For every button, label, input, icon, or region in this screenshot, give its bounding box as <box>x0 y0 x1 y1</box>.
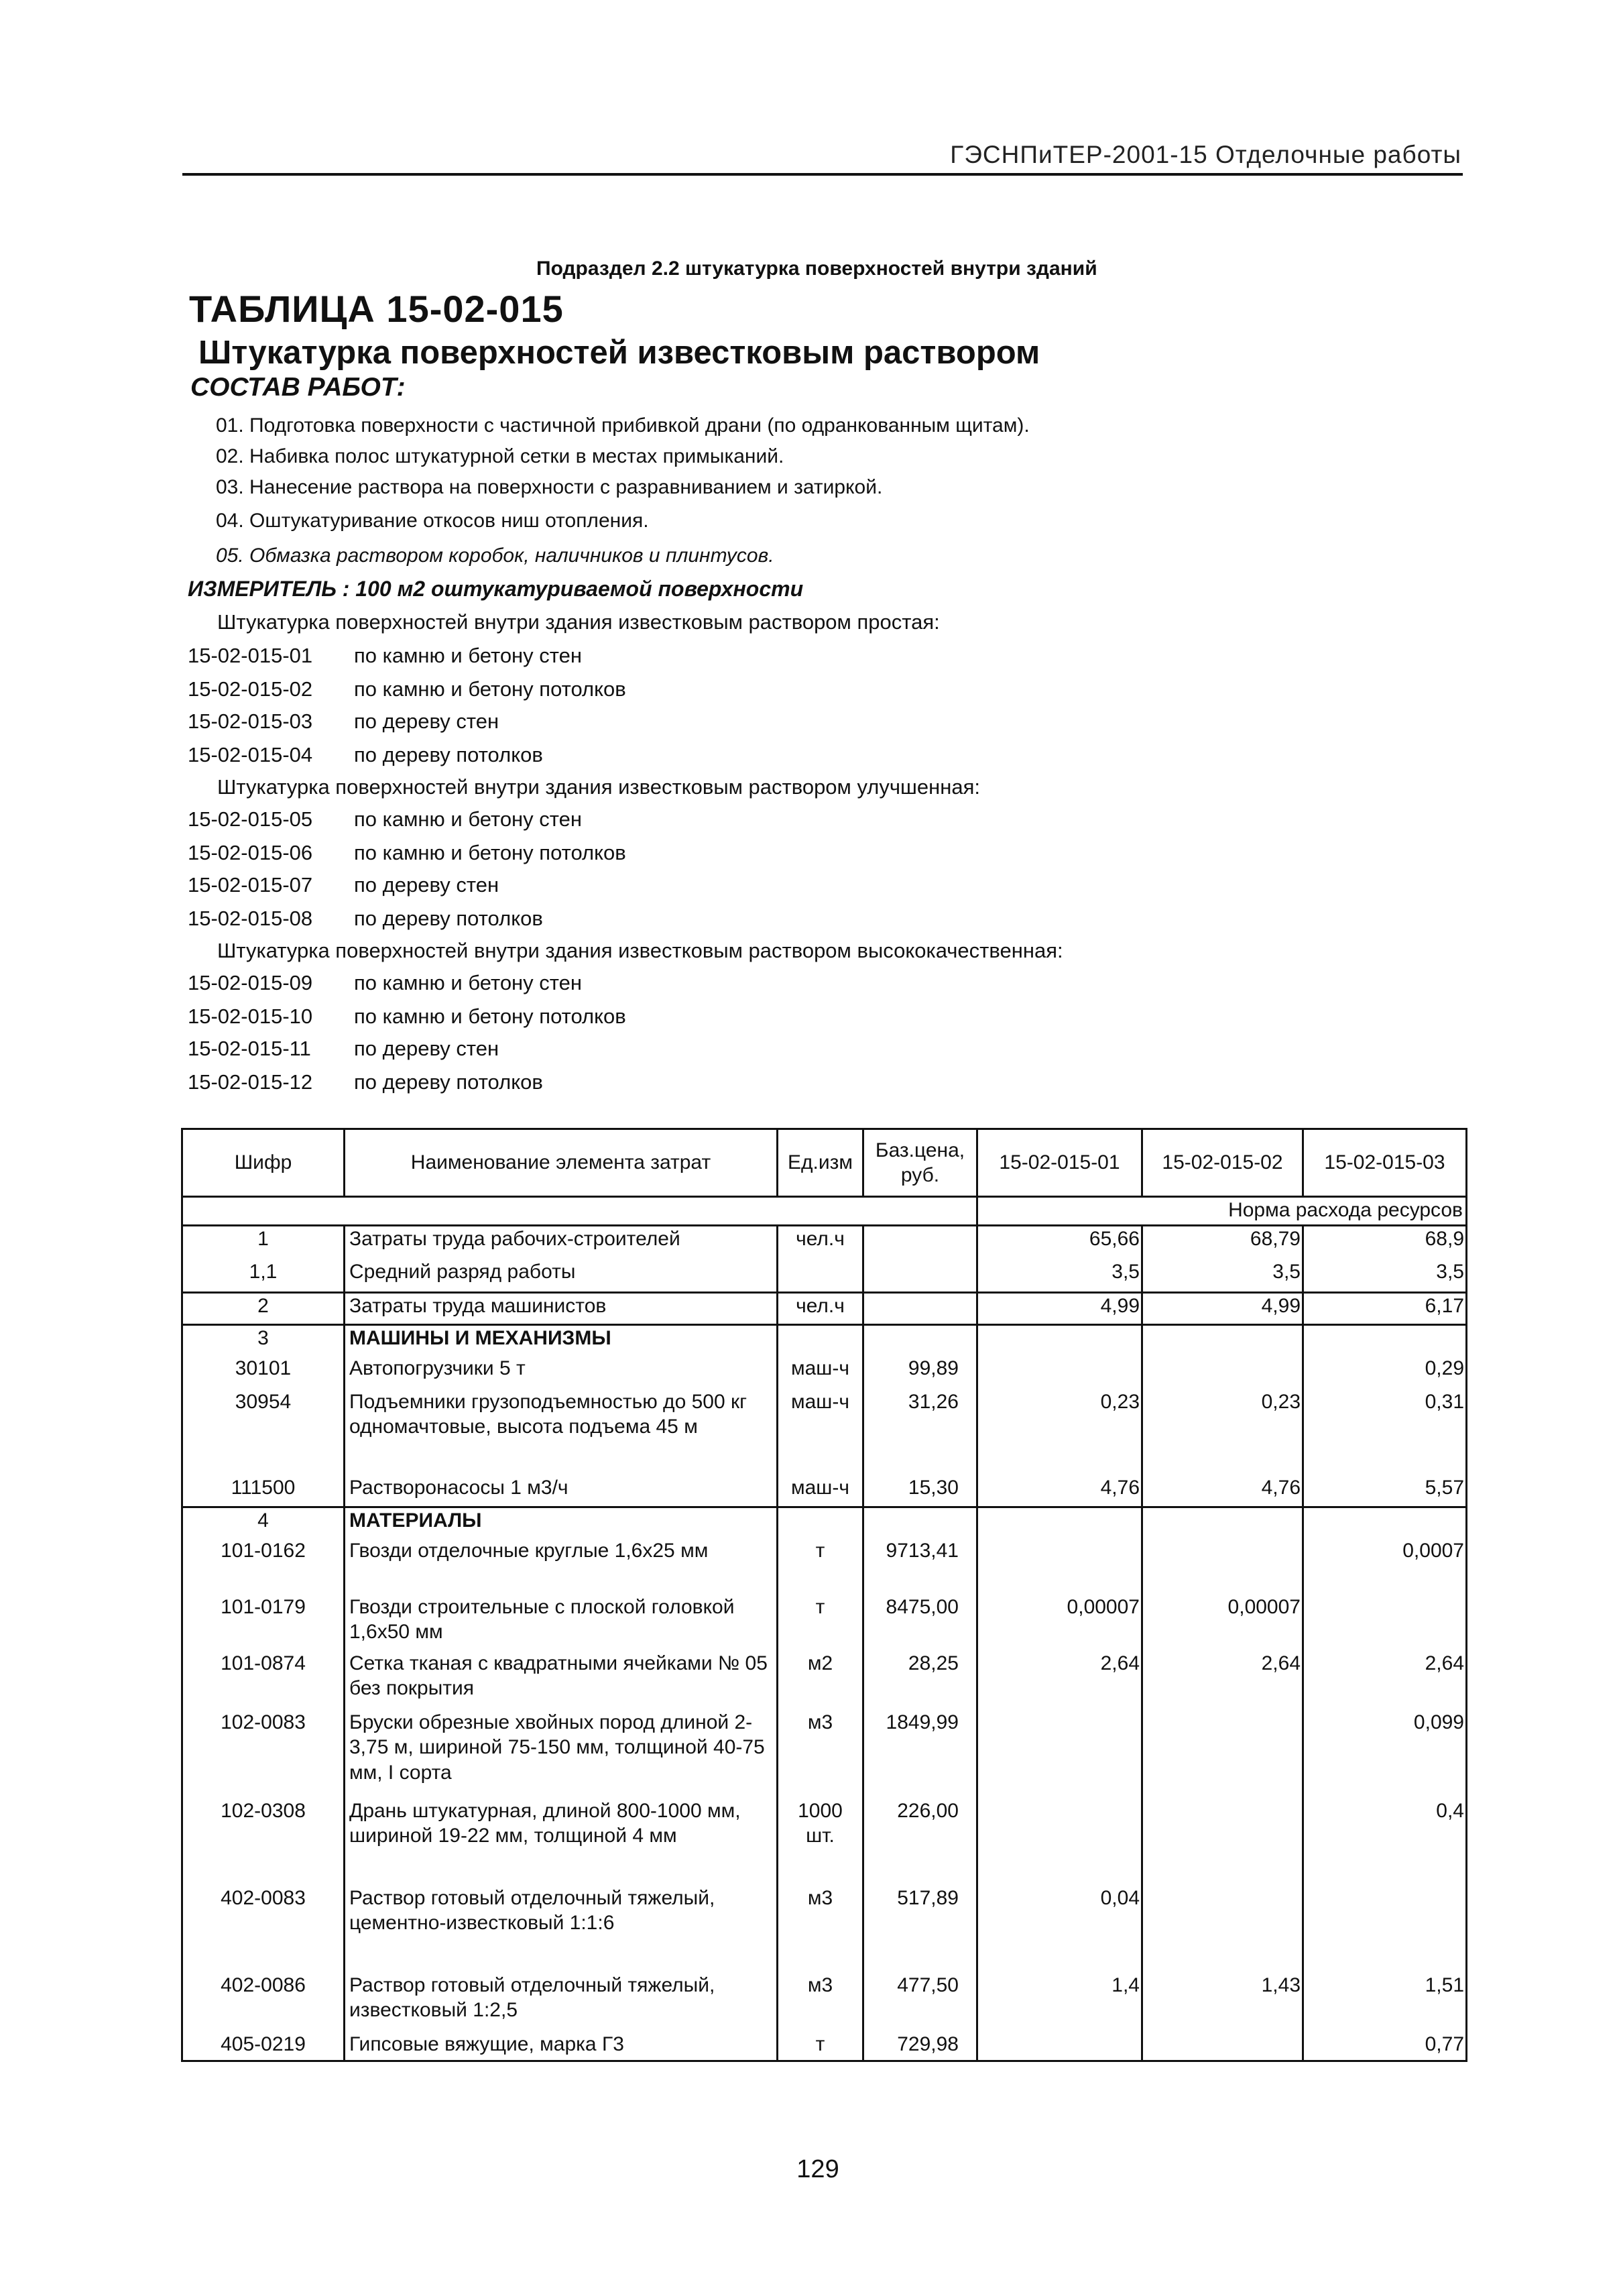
item-code: 15-02-015-03 <box>188 709 313 733</box>
item-code: 15-02-015-09 <box>188 971 313 994</box>
table-row <box>182 1886 1467 1973</box>
row-price <box>863 1325 977 1356</box>
header-code: Шифр <box>182 1129 345 1197</box>
row-name: Сетка тканая с квадратными ячейками № 05 без покрытия <box>345 1651 778 1710</box>
work-composition-heading: СОСТАВ РАБОТ: <box>190 373 406 402</box>
table-row <box>182 1226 1467 1259</box>
row-value-02 <box>1142 1710 1303 1798</box>
row-unit: маш-ч <box>778 1356 863 1389</box>
work-item: 05. Обмазка раствором коробок, наличников и плинтусов. <box>216 544 774 567</box>
row-name: Автопогрузчики 5 т <box>345 1356 778 1389</box>
row-value-02: 1,43 <box>1142 1973 1303 2032</box>
row-name: Затраты труда машинистов <box>345 1293 778 1325</box>
header-price: Баз.цена, руб. <box>863 1129 977 1197</box>
row-value-02: 3,5 <box>1142 1259 1303 1293</box>
row-value-03: 0,0007 <box>1303 1538 1467 1595</box>
row-unit: м2 <box>778 1651 863 1710</box>
row-code: 30101 <box>182 1356 345 1389</box>
row-value-03: 1,51 <box>1303 1973 1467 2032</box>
row-code: 1 <box>182 1226 345 1259</box>
row-unit: т <box>778 2032 863 2061</box>
item-code: 15-02-015-12 <box>188 1070 313 1094</box>
row-value-02 <box>1142 1886 1303 1973</box>
row-value-01: 65,66 <box>977 1226 1142 1259</box>
row-code: 30954 <box>182 1389 345 1475</box>
row-value-01: 4,99 <box>977 1293 1142 1325</box>
row-name: МАТЕРИАЛЫ <box>345 1507 778 1538</box>
row-price: 1849,99 <box>863 1710 977 1798</box>
row-value-01 <box>977 1710 1142 1798</box>
norm-spacer <box>182 1197 977 1226</box>
row-value-02: 68,79 <box>1142 1226 1303 1259</box>
row-unit: маш-ч <box>778 1475 863 1507</box>
header-unit: Ед.изм <box>778 1129 863 1197</box>
row-price: 477,50 <box>863 1973 977 2032</box>
row-code: 1,1 <box>182 1259 345 1293</box>
resource-norms-table <box>181 1128 1467 2062</box>
row-value-01: 2,64 <box>977 1651 1142 1710</box>
meter-unit: ИЗМЕРИТЕЛЬ : 100 м2 оштукатуриваемой поверхности <box>188 577 804 601</box>
row-price: 31,26 <box>863 1389 977 1475</box>
item-code: 15-02-015-04 <box>188 743 313 766</box>
row-price: 517,89 <box>863 1886 977 1973</box>
row-price: 9713,41 <box>863 1538 977 1595</box>
row-unit: 1000 шт. <box>778 1798 863 1886</box>
item-desc: по камню и бетону потолков <box>354 841 626 864</box>
row-code: 101-0179 <box>182 1595 345 1651</box>
row-price: 226,00 <box>863 1798 977 1886</box>
work-item: 02. Набивка полос штукатурной сетки в местах примыканий. <box>216 445 784 467</box>
item-code: 15-02-015-01 <box>188 644 313 667</box>
row-code: 4 <box>182 1507 345 1538</box>
work-item: 03. Нанесение раствора на поверхности с разравниванием и затиркой. <box>216 476 883 498</box>
header-col-03: 15-02-015-03 <box>1303 1129 1467 1197</box>
page-title: Штукатурка поверхностей известковым раствором <box>198 335 1040 371</box>
header-col-02: 15-02-015-02 <box>1142 1129 1303 1197</box>
row-code: 405-0219 <box>182 2032 345 2061</box>
group-title: Штукатурка поверхностей внутри здания известковым раствором улучшенная: <box>217 775 981 799</box>
table-row <box>182 2032 1467 2061</box>
row-value-01: 3,5 <box>977 1259 1142 1293</box>
row-value-02: 0,00007 <box>1142 1595 1303 1651</box>
row-name: Подъемники грузоподъемностью до 500 кг одномачтовые, высота подъема 45 м <box>345 1389 778 1475</box>
table-row <box>182 1259 1467 1293</box>
item-code: 15-02-015-10 <box>188 1005 313 1028</box>
item-desc: по дереву потолков <box>354 743 543 766</box>
row-value-02: 2,64 <box>1142 1651 1303 1710</box>
row-code: 3 <box>182 1325 345 1356</box>
row-value-02: 0,23 <box>1142 1389 1303 1475</box>
row-value-03: 3,5 <box>1303 1259 1467 1293</box>
item-code: 15-02-015-11 <box>188 1037 311 1060</box>
item-desc: по дереву стен <box>354 709 499 733</box>
item-code: 15-02-015-07 <box>188 873 313 897</box>
item-desc: по камню и бетону потолков <box>354 1005 626 1028</box>
row-name: Гвозди строительные с плоской головкой 1,6х50 мм <box>345 1595 778 1651</box>
row-value-02 <box>1142 1798 1303 1886</box>
row-unit <box>778 1325 863 1356</box>
row-value-03: 0,099 <box>1303 1710 1467 1798</box>
row-name: Раствор готовый отделочный тяжелый, цементно-известковый 1:1:6 <box>345 1886 778 1973</box>
row-value-03: 68,9 <box>1303 1226 1467 1259</box>
running-header: ГЭСНПиТЕР-2001-15 Отделочные работы <box>950 141 1461 168</box>
row-value-03: 2,64 <box>1303 1651 1467 1710</box>
item-desc: по дереву потолков <box>354 1070 543 1094</box>
row-name: Средний разряд работы <box>345 1259 778 1293</box>
row-unit: м3 <box>778 1886 863 1973</box>
row-code: 102-0083 <box>182 1710 345 1798</box>
norm-row <box>182 1197 1467 1226</box>
subsection-title: Подраздел 2.2 штукатурка поверхностей внутри зданий <box>536 257 1097 280</box>
row-value-01: 1,4 <box>977 1973 1142 2032</box>
table-row <box>182 1595 1467 1651</box>
row-unit: т <box>778 1538 863 1595</box>
row-value-01: 4,76 <box>977 1475 1142 1507</box>
row-unit: м3 <box>778 1710 863 1798</box>
item-code: 15-02-015-08 <box>188 907 313 930</box>
row-value-03 <box>1303 1886 1467 1973</box>
row-value-01 <box>977 1538 1142 1595</box>
item-desc: по дереву стен <box>354 873 499 897</box>
row-value-02 <box>1142 1507 1303 1538</box>
row-code: 102-0308 <box>182 1798 345 1886</box>
table-row <box>182 1973 1467 2032</box>
row-name: Раствор готовый отделочный тяжелый, известковый 1:2,5 <box>345 1973 778 2032</box>
table-row <box>182 1798 1467 1886</box>
table-row <box>182 1293 1467 1325</box>
row-unit: маш-ч <box>778 1389 863 1475</box>
row-value-03 <box>1303 1507 1467 1538</box>
row-value-03: 5,57 <box>1303 1475 1467 1507</box>
row-price: 729,98 <box>863 2032 977 2061</box>
row-unit: т <box>778 1595 863 1651</box>
row-unit: чел.ч <box>778 1293 863 1325</box>
row-name: МАШИНЫ И МЕХАНИЗМЫ <box>345 1325 778 1356</box>
row-unit <box>778 1259 863 1293</box>
row-value-02 <box>1142 1356 1303 1389</box>
row-value-03: 0,4 <box>1303 1798 1467 1886</box>
row-value-02: 4,99 <box>1142 1293 1303 1325</box>
row-price <box>863 1507 977 1538</box>
header-name: Наименование элемента затрат <box>345 1129 778 1197</box>
table-row <box>182 1325 1467 1356</box>
item-desc: по камню и бетону стен <box>354 807 583 831</box>
row-code: 2 <box>182 1293 345 1325</box>
row-code: 111500 <box>182 1475 345 1507</box>
item-desc: по камню и бетону стен <box>354 644 583 667</box>
norm-label: Норма расхода ресурсов <box>977 1197 1467 1226</box>
row-value-03 <box>1303 1595 1467 1651</box>
row-code: 402-0086 <box>182 1973 345 2032</box>
table-row <box>182 1538 1467 1595</box>
group-title: Штукатурка поверхностей внутри здания известковым раствором простая: <box>217 610 940 634</box>
row-price: 8475,00 <box>863 1595 977 1651</box>
item-code: 15-02-015-05 <box>188 807 313 831</box>
row-name: Затраты труда рабочих-строителей <box>345 1226 778 1259</box>
row-unit: чел.ч <box>778 1226 863 1259</box>
item-code: 15-02-015-06 <box>188 841 313 864</box>
row-value-01 <box>977 1507 1142 1538</box>
row-value-03: 0,29 <box>1303 1356 1467 1389</box>
table-row <box>182 1475 1467 1507</box>
table-header-row <box>182 1129 1467 1197</box>
row-price <box>863 1259 977 1293</box>
row-price: 99,89 <box>863 1356 977 1389</box>
header-col-01: 15-02-015-01 <box>977 1129 1142 1197</box>
table-row <box>182 1356 1467 1389</box>
row-value-02 <box>1142 1325 1303 1356</box>
row-name: Дрань штукатурная, длиной 800-1000 мм, шириной 19-22 мм, толщиной 4 мм <box>345 1798 778 1886</box>
item-desc: по дереву потолков <box>354 907 543 930</box>
group-title: Штукатурка поверхностей внутри здания известковым раствором высококачественная: <box>217 939 1063 962</box>
item-desc: по камню и бетону потолков <box>354 677 626 701</box>
row-name: Бруски обрезные хвойных пород длиной 2-3,75 м, шириной 75-150 мм, толщиной 40-75 мм, I сорта <box>345 1710 778 1798</box>
row-value-02 <box>1142 2032 1303 2061</box>
row-price: 15,30 <box>863 1475 977 1507</box>
item-code: 15-02-015-02 <box>188 677 313 701</box>
row-value-01: 0,00007 <box>977 1595 1142 1651</box>
row-code: 402-0083 <box>182 1886 345 1973</box>
row-price: 28,25 <box>863 1651 977 1710</box>
table-row <box>182 1651 1467 1710</box>
header-rule <box>182 173 1463 176</box>
row-value-03: 0,77 <box>1303 2032 1467 2061</box>
table-row <box>182 1710 1467 1798</box>
page-number: 129 <box>796 2155 839 2183</box>
row-value-01: 0,04 <box>977 1886 1142 1973</box>
row-value-01 <box>977 1325 1142 1356</box>
row-name: Растворонасосы 1 м3/ч <box>345 1475 778 1507</box>
row-value-01: 0,23 <box>977 1389 1142 1475</box>
row-name: Гвозди отделочные круглые 1,6х25 мм <box>345 1538 778 1595</box>
item-desc: по дереву стен <box>354 1037 499 1060</box>
item-desc: по камню и бетону стен <box>354 971 583 994</box>
row-unit <box>778 1507 863 1538</box>
row-price <box>863 1293 977 1325</box>
work-item: 01. Подготовка поверхности с частичной прибивкой драни (по одранкованным щитам). <box>216 414 1030 437</box>
row-value-01 <box>977 1798 1142 1886</box>
row-code: 101-0162 <box>182 1538 345 1595</box>
row-code: 101-0874 <box>182 1651 345 1710</box>
row-name: Гипсовые вяжущие, марка Г3 <box>345 2032 778 2061</box>
row-value-03: 0,31 <box>1303 1389 1467 1475</box>
row-value-01 <box>977 2032 1142 2061</box>
table-row <box>182 1389 1467 1475</box>
row-value-03 <box>1303 1325 1467 1356</box>
row-value-03: 6,17 <box>1303 1293 1467 1325</box>
table-row <box>182 1507 1467 1538</box>
row-unit: м3 <box>778 1973 863 2032</box>
row-value-01 <box>977 1356 1142 1389</box>
row-price <box>863 1226 977 1259</box>
work-item: 04. Оштукатуривание откосов ниш отопления. <box>216 510 649 532</box>
row-value-02: 4,76 <box>1142 1475 1303 1507</box>
row-value-02 <box>1142 1538 1303 1595</box>
table-number: ТАБЛИЦА 15-02-015 <box>189 288 564 330</box>
